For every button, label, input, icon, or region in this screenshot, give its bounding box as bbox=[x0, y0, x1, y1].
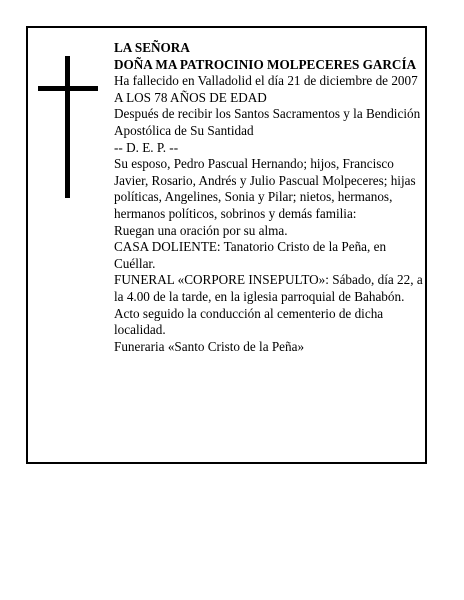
death-announcement: Ha fallecido en Valladolid el día 21 de diciembre de 2007 bbox=[114, 73, 418, 89]
notice-heading-name: DOÑA MA PATROCINIO MOLPECERES GARCÍA bbox=[114, 56, 417, 72]
cross-horizontal-bar bbox=[38, 86, 98, 91]
mourning-house: CASA DOLIENTE: Tanatorio Cristo de la Peña, en Cuéllar. bbox=[114, 239, 387, 271]
notice-heading-title: LA SEÑORA bbox=[114, 40, 190, 55]
funeral-details: FUNERAL «CORPORE INSEPULTO»: Sábado, día 22, a la 4.00 de la tarde, en la iglesia parroquial de Bahabón. Acto seguido la conducción al cementerio de dicha localidad. bbox=[114, 272, 423, 338]
age-at-death: A LOS 78 AÑOS DE EDAD bbox=[114, 89, 267, 105]
prayer-request: Ruegan una oración por su alma. bbox=[114, 222, 288, 238]
notice-text bbox=[114, 40, 426, 355]
family-list: Su esposo, Pedro Pascual Hernando; hijos, Francisco Javier, Rosario, Andrés y Julio Pascual Molpeceres; hijas políticas, Angelines, Sonia y Pilar; nietos, hermanos, hermanos políticos, sobrinos y demás familia: bbox=[114, 156, 416, 221]
funeral-home: Funeraria «Santo Cristo de la Peña» bbox=[114, 338, 305, 354]
rip-line: -- D. E. P. -- bbox=[114, 139, 179, 155]
sacraments-note: Después de recibir los Santos Sacramentos y la Bendición Apostólica de Su Santidad bbox=[114, 106, 421, 138]
cross-icon bbox=[38, 56, 98, 198]
cross-vertical-bar bbox=[65, 56, 70, 198]
obituary-notice bbox=[26, 26, 427, 464]
